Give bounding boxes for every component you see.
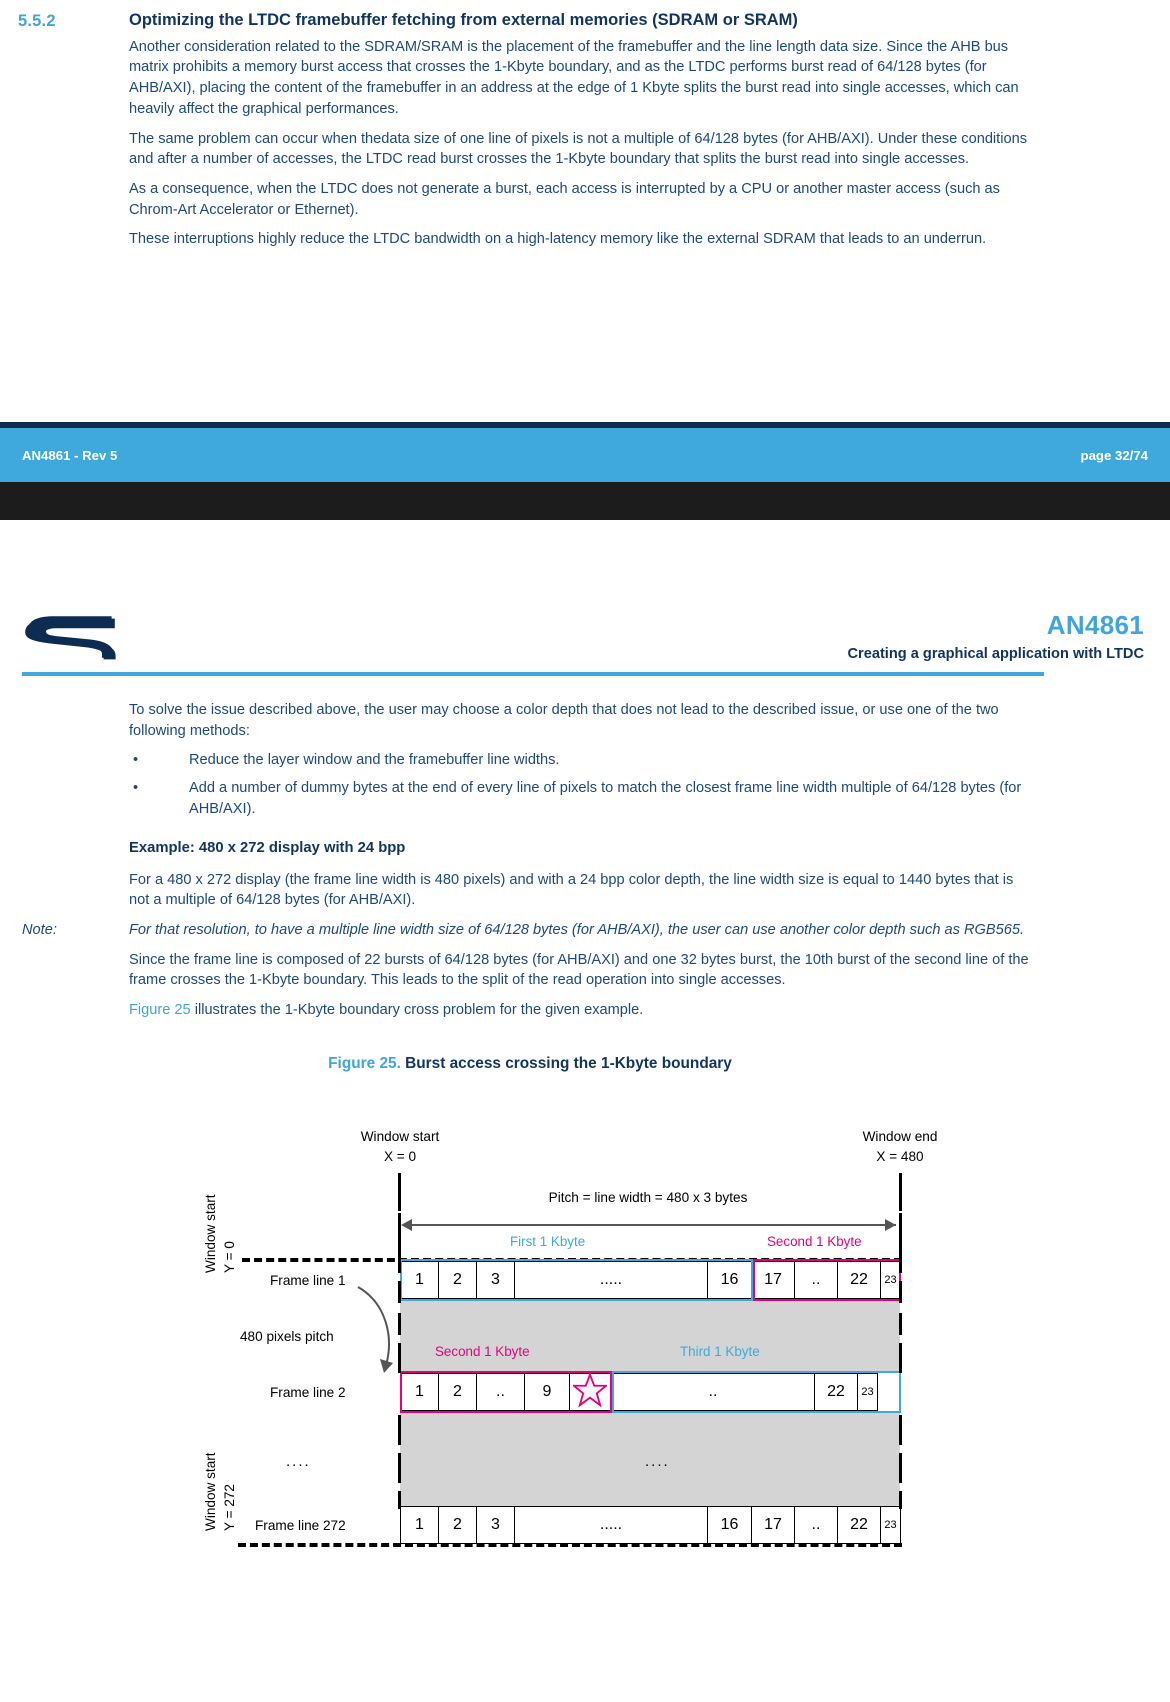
kbyte-label-third: Third 1 Kbyte — [680, 1343, 760, 1359]
page-footer — [0, 422, 1170, 520]
right-window-tick-e — [899, 1415, 902, 1445]
window-end-value: X = 480 — [876, 1148, 924, 1164]
paragraph-2: The same problem can occur when thedata size of one line of pixels is not a multiple of 64/128 bytes (for AHB/AXI). Under these conditions and after a number of accesses, the LTDC read burst crosses the 1-Kbyte boundary that splits the burst read into single accesses. — [129, 130, 1027, 168]
section-title: Optimizing the LTDC framebuffer fetching from external memories (SDRAM or SRAM) — [129, 11, 798, 29]
frame-line-1-label: Frame line 1 — [270, 1272, 346, 1288]
cell: 23 — [880, 1506, 901, 1544]
pitch-gray-band-1 — [400, 1301, 900, 1373]
bullet-item-2 — [129, 778, 1035, 819]
kbyte-label-second-row2: Second 1 Kbyte — [435, 1343, 530, 1359]
note-block — [0, 920, 1041, 941]
bullet-item-2-text: Add a number of dummy bytes at the end of every line of pixels to match the closest frame line width multiple of 64/128 bytes (for AHB/AXI). — [189, 780, 1022, 817]
cell-boundary-star — [569, 1373, 611, 1411]
note-label: Note: — [22, 922, 57, 939]
example-paragraph: For a 480 x 272 display (the frame line width is 480 pixels) and with a 24 bpp color depth, the line width size is equal to 1440 bytes that is not a multiple of 64/128 bytes (for AHB/AXI). — [129, 871, 1014, 909]
cell: 16 — [707, 1506, 751, 1544]
page2-header — [0, 608, 1170, 678]
window-start-value: X = 0 — [383, 1148, 417, 1164]
figure-reference-rest: illustrates the 1-Kbyte boundary cross problem for the given example. — [190, 1002, 644, 1019]
right-window-tick-d — [899, 1343, 902, 1373]
right-window-tick-c — [899, 1313, 902, 1335]
frame-line-2-label: Frame line 2 — [270, 1384, 346, 1400]
cell: 22 — [837, 1506, 880, 1544]
note-text: For that resolution, to have a multiple line width size of 64/128 bytes (for AHB/AXI), the user can use another color depth such as RGB565. — [129, 922, 1025, 939]
paragraph-1: Another consideration related to the SDRAM/SRAM is the placement of the framebuffer and the line length data size. Since the AHB bus matrix prohibits a memory burst access that crosses the 1-Kbyte boundary, and as the LTDC performs burst read of 64/128 bytes (for AHB/AXI), placing the content of the framebuffer in an address at the edge of 1 Kbyte splits the burst read into single accesses, which can heavily affect the graphical performances. — [129, 38, 1019, 117]
left-window-tick-a — [398, 1251, 401, 1273]
cell: 1 — [400, 1373, 438, 1411]
left-window-tick-d — [398, 1343, 401, 1373]
cell: 1 — [400, 1506, 438, 1544]
pixels-pitch-arrow-icon — [352, 1281, 412, 1381]
footer-bar — [0, 428, 1170, 482]
boundary-dash-bottom — [238, 1543, 902, 1547]
pitch-arrow-left-head-icon — [401, 1219, 412, 1231]
figure-25-link[interactable]: Figure 25 — [129, 1002, 191, 1019]
window-end-label: Window end — [862, 1128, 938, 1144]
window-end-tick — [899, 1173, 902, 1211]
cell: 2 — [438, 1261, 476, 1299]
vertical-ellipsis-center: .... — [645, 1452, 670, 1470]
vertical-ellipsis-left: .... — [286, 1452, 311, 1470]
left-window-tick-b — [398, 1281, 401, 1303]
figure-reference-paragraph — [129, 1000, 1035, 1021]
figure-caption — [0, 1055, 1060, 1073]
window-start-label: Window start — [360, 1128, 440, 1144]
page2-body — [0, 700, 1170, 1531]
intro-paragraph: To solve the issue described above, the user may choose a color depth that does not lead to the described issue, or use one of the two following methods: — [129, 702, 999, 739]
cell: 2 — [438, 1373, 476, 1411]
right-window-tick-g — [899, 1491, 902, 1509]
cell: 16 — [707, 1261, 751, 1299]
cell: 9 — [524, 1373, 569, 1411]
footer-doc-revision: AN4861 - Rev 5 — [22, 447, 118, 463]
cell: 3 — [476, 1506, 514, 1544]
figure-25-diagram — [0, 1091, 1170, 1531]
section-number: 5.5.2 — [18, 12, 56, 30]
paragraph-3: As a consequence, when the LTDC does not generate a burst, each access is interrupted by a CPU or another master access (such as Chrom-Art Accelerator or Ethernet). — [129, 180, 1000, 218]
left-window-tick-c — [398, 1313, 401, 1335]
cell: 22 — [814, 1373, 857, 1411]
page-gap-separator — [0, 482, 1170, 520]
cell: 3 — [476, 1261, 514, 1299]
header-rule — [22, 672, 1044, 676]
bullet-item-1-text: Reduce the layer window and the framebuffer line widths. — [189, 752, 560, 769]
vertical-window-end-value: Y = 272 — [222, 1483, 237, 1531]
paragraph-after-note: Since the frame line is composed of 22 bursts of 64/128 bytes (for AHB/AXI) and one 32 bytes burst, the 10th burst of the second line of the frame crosses the 1-Kbyte boundary. This leads to the split of the read operation into single accesses. — [129, 951, 1029, 989]
figure-caption-number: Figure 25. — [328, 1054, 401, 1072]
pixels-pitch-label: 480 pixels pitch — [240, 1328, 334, 1344]
pitch-arrow-right-head-icon — [885, 1219, 896, 1231]
frame-line-272-label: Frame line 272 — [255, 1517, 346, 1533]
cell: ..... — [514, 1506, 707, 1544]
cell: .. — [794, 1506, 837, 1544]
cell: .. — [794, 1261, 837, 1299]
pitch-arrow-line — [404, 1224, 896, 1226]
cell: 23 — [880, 1261, 901, 1299]
example-heading: Example: 480 x 272 display with 24 bpp — [129, 839, 406, 856]
cell: .. — [476, 1373, 524, 1411]
cell: 17 — [751, 1261, 794, 1299]
figure-caption-title: Burst access crossing the 1-Kbyte boundary — [405, 1054, 732, 1072]
st-logo-icon — [22, 614, 118, 660]
cell: ..... — [514, 1261, 707, 1299]
vertical-window-start-value: Y = 0 — [222, 1241, 237, 1273]
right-window-tick-b — [899, 1281, 902, 1303]
cell: 23 — [857, 1373, 878, 1411]
section-5-5-2 — [0, 0, 1170, 250]
header-doc-id: AN4861 — [1046, 610, 1144, 640]
bullet-marker-icon: • — [133, 752, 139, 769]
bullet-item-1 — [129, 750, 1035, 771]
frame-line-1-row — [400, 1261, 901, 1299]
window-start-tick — [398, 1173, 401, 1211]
cell: 1 — [400, 1261, 438, 1299]
cell: .. — [611, 1373, 814, 1411]
cell: 17 — [751, 1506, 794, 1544]
footer-page-number: page 32/74 — [1080, 447, 1148, 463]
left-window-tick-f — [398, 1453, 401, 1483]
window-end-tick-lower — [899, 1213, 902, 1251]
right-window-tick-a — [899, 1251, 902, 1273]
vertical-window-end-label: Window start — [203, 1452, 218, 1531]
star-icon — [573, 1373, 607, 1407]
vertical-window-start-label: Window start — [203, 1194, 218, 1273]
left-window-tick-e — [398, 1415, 401, 1445]
frame-line-2-row — [400, 1373, 878, 1411]
frame-line-272-row — [400, 1506, 901, 1544]
bullet-marker-icon: • — [133, 780, 139, 797]
pitch-label: Pitch = line width = 480 x 3 bytes — [548, 1189, 748, 1205]
left-window-tick-g — [398, 1491, 401, 1509]
kbyte-label-second: Second 1 Kbyte — [767, 1233, 862, 1249]
kbyte-label-first: First 1 Kbyte — [510, 1233, 586, 1249]
cell: 22 — [837, 1261, 880, 1299]
right-window-tick-f — [899, 1453, 902, 1483]
paragraph-4: These interruptions highly reduce the LTDC bandwidth on a high-latency memory like the external SDRAM that leads to an underrun. — [129, 231, 987, 248]
cell: 2 — [438, 1506, 476, 1544]
header-doc-subtitle: Creating a graphical application with LTDC — [847, 646, 1144, 662]
